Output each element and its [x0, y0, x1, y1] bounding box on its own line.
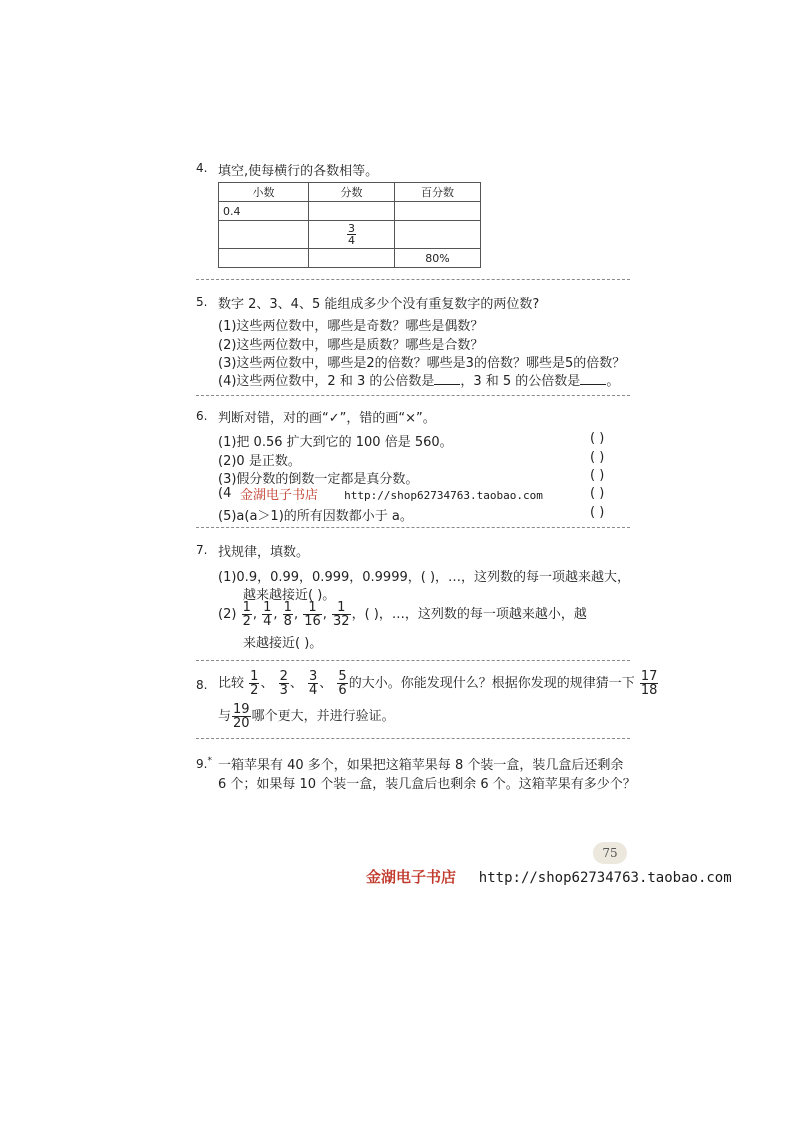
numerator: 1	[263, 600, 272, 615]
judge-paren[interactable]: ( )	[590, 450, 605, 465]
table-cell	[219, 221, 309, 249]
table-cell	[395, 202, 481, 221]
footer-watermark	[366, 866, 732, 887]
table-cell	[309, 202, 395, 221]
q8-line2-b: 哪个更大，并进行验证。	[251, 709, 395, 724]
table-header: 百分数	[395, 183, 481, 202]
q7-number: 7.	[196, 543, 208, 557]
divider	[196, 738, 630, 739]
numerator: 1	[283, 600, 292, 615]
numerator: 2	[279, 669, 288, 684]
table-cell	[395, 221, 481, 249]
numerator: 1	[308, 600, 317, 615]
fraction	[242, 601, 252, 628]
watermark-url: http://shop62734763.taobao.com	[344, 489, 543, 502]
q6-item: (1)把 0.56 扩大到它的 100 倍是 560。	[218, 435, 453, 450]
q5-item4-text: (4)这些两位数中，2 和 3 的公倍数是	[218, 374, 435, 389]
table-cell	[309, 249, 395, 268]
denominator: 2	[242, 614, 251, 629]
q5-title: 数字 2、3、4、5 能组成多少个没有重复数字的两位数?	[218, 297, 540, 312]
q8-mid: 的大小。你能发现什么？根据你发现的规律猜一下	[348, 676, 635, 691]
denominator: 32	[333, 614, 350, 629]
numerator: 1	[337, 600, 346, 615]
q5-item: (3)这些两位数中，哪些是2的倍数？哪些是3的倍数？哪些是5的倍数？	[218, 356, 626, 371]
q8-prefix: 比较	[218, 676, 245, 691]
numerator: 17	[640, 669, 658, 684]
q8-line1: 比较 $\frac{1}{2}$ 、 $\frac{2}{3}$ 、 $\frac{3}{4}$ 、 $\frac{5}{6}$ 的大小。你能发现什么？根据你发现的规律猜一下 $\frac{17}{18}$	[218, 669, 658, 698]
page-number: 75	[593, 842, 627, 864]
q4-title: 填空,使每横行的各数相等。	[218, 164, 379, 179]
fraction	[283, 601, 293, 628]
fraction	[308, 670, 318, 697]
denominator: 4	[348, 234, 355, 247]
numerator: 3	[309, 669, 318, 684]
q8-line2	[218, 703, 395, 730]
judge-paren[interactable]: ( )	[590, 431, 605, 446]
fraction	[640, 670, 659, 697]
q7-item2-rest: ，( )，…，这列数的每一项越来越小，越	[351, 607, 587, 622]
fraction	[279, 670, 289, 697]
judge-paren[interactable]: ( )	[590, 505, 605, 520]
table-row	[219, 221, 481, 249]
q8-number: 8.	[196, 678, 208, 692]
watermark-name: 金湖电子书店	[240, 488, 319, 503]
q7-item2-cont: 来越接近( )。	[243, 636, 323, 651]
judge-paren[interactable]: ( )	[590, 486, 605, 501]
denominator: 2	[250, 683, 259, 698]
denominator: 4	[263, 614, 272, 629]
q5-item4-text: 。	[606, 374, 620, 389]
denominator: 16	[304, 614, 321, 629]
q7-item1: (1)0.9，0.99，0.999，0.9999，( )，…，这列数的每一项越来越大，	[218, 570, 631, 585]
q6-item: (4	[218, 486, 232, 501]
q8-line2-a: 与	[218, 709, 232, 724]
decimal-cell: 0.4	[219, 202, 309, 221]
denominator: 8	[283, 614, 292, 629]
q5-item: (1)这些两位数中，哪些是奇数？哪些是偶数？	[218, 319, 484, 334]
table-row	[219, 249, 481, 268]
q7-item2: (2) $\frac{1}{2}$ , $\frac{1}{4}$ , $\frac{1}{8}$ , $\frac{1}{16}$ , $\frac{1}{32}$ ，( )，…，这列数的每一项越来越小，越	[218, 600, 587, 629]
numerator: 3	[348, 222, 355, 235]
table-header: 小数	[219, 183, 309, 202]
fraction	[303, 601, 322, 628]
divider	[196, 527, 630, 528]
fraction	[332, 601, 351, 628]
q7-item2-prefix: (2)	[218, 607, 237, 622]
fraction	[262, 601, 272, 628]
denominator: 4	[309, 683, 318, 698]
q7-item1-cont: 越来越接近( )。	[243, 588, 336, 603]
q7-title: 找规律，填数。	[218, 545, 310, 560]
q9-star: *	[207, 756, 212, 766]
table-header: 分数	[309, 183, 395, 202]
footer-url: http://shop62734763.taobao.com	[478, 870, 732, 886]
percent-cell: 80%	[395, 249, 481, 268]
q4-number: 4.	[196, 161, 208, 175]
denominator: 3	[279, 683, 288, 698]
table-row	[219, 202, 481, 221]
divider	[196, 279, 630, 280]
fraction	[337, 670, 347, 697]
q5-item: (2)这些两位数中，哪些是质数？哪些是合数？	[218, 338, 484, 353]
q5-number: 5.	[196, 295, 208, 309]
divider	[196, 395, 630, 396]
numerator: 1	[250, 669, 259, 684]
q4-table	[218, 182, 481, 268]
numerator: 19	[233, 702, 250, 717]
numerator: 5	[338, 669, 347, 684]
q6-title: 判断对错，对的画“✓”，错的画“×”。	[218, 411, 436, 426]
numerator: 1	[242, 600, 251, 615]
fraction	[249, 670, 259, 697]
q6-number: 6.	[196, 409, 208, 423]
q9-line2: 6 个；如果每 10 个装一盒，装几盒后也剩余 6 个。这箱苹果有多少个？	[218, 777, 636, 792]
q5-item-4	[218, 370, 619, 389]
table-header-row	[219, 183, 481, 202]
q6-item: (5)a(a＞1)的所有因数都小于 a。	[218, 509, 413, 524]
q6-item: (2)0 是正数。	[218, 454, 301, 469]
table-cell	[219, 249, 309, 268]
denominator: 20	[233, 716, 250, 731]
q9-number	[196, 756, 212, 771]
denominator: 6	[338, 683, 347, 698]
divider	[196, 660, 630, 661]
fraction	[347, 223, 356, 246]
judge-paren[interactable]: ( )	[590, 468, 605, 483]
fraction-cell	[309, 221, 395, 249]
answer-blank[interactable]	[434, 384, 460, 385]
q9-line1: 一箱苹果有 40 多个，如果把这箱苹果每 8 个装一盒，装几盒后还剩余	[218, 758, 624, 773]
q6-item: (3)假分数的倒数一定都是真分数。	[218, 472, 419, 487]
denominator: 18	[640, 683, 658, 698]
fraction	[232, 703, 251, 730]
q9-number-text: 9.	[196, 757, 208, 771]
footer-name: 金湖电子书店	[366, 868, 457, 886]
answer-blank[interactable]	[580, 384, 606, 385]
q5-item4-text: ，3 和 5 的公倍数是	[460, 374, 581, 389]
q6-watermark	[240, 484, 543, 503]
